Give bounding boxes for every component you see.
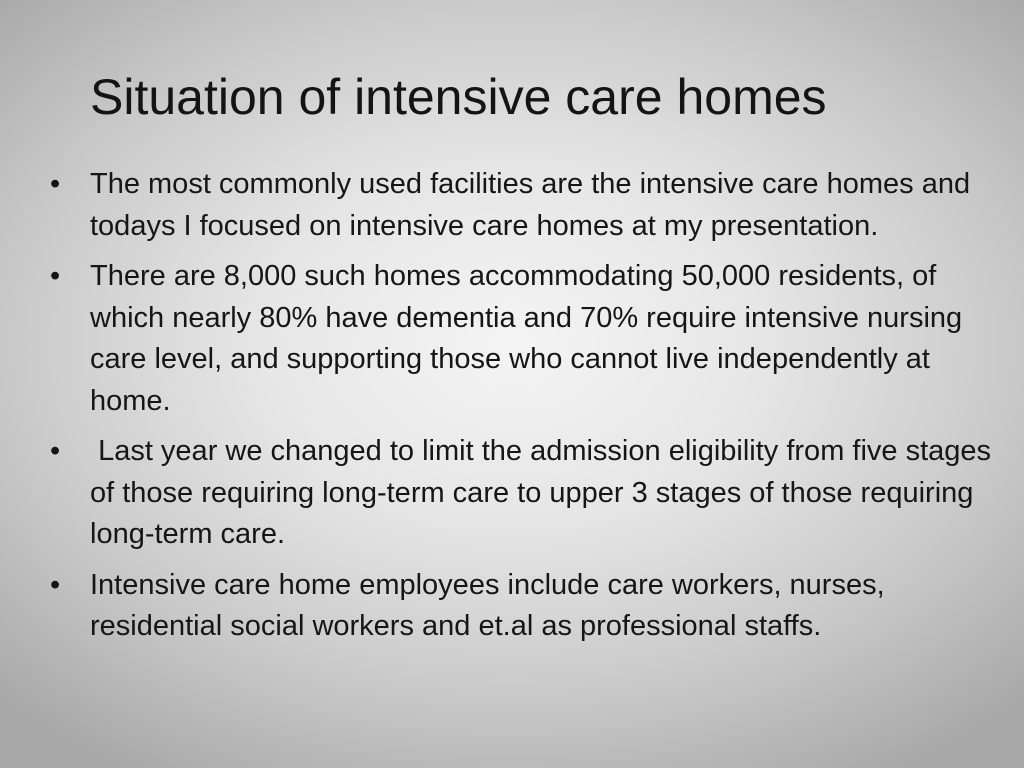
bullet-item — [50, 431, 1000, 556]
bullet-icon: • — [50, 260, 61, 292]
bullet-list — [50, 164, 1000, 657]
slide-title: Situation of intensive care homes — [90, 69, 827, 125]
bullet-text: Intensive care home employees include care workers, nurses, residential social workers and et.al as professional staffs. — [90, 568, 885, 642]
bullet-icon: • — [50, 568, 61, 601]
bullet-item — [50, 256, 1000, 422]
bullet-icon: • — [50, 168, 61, 200]
bullet-text: The most commonly used facilities are the intensive care homes and todays I focused on intensive care homes at my presentation. — [90, 168, 971, 242]
bullet-text: Last year we changed to limit the admission eligibility from five stages of those requiring long-term care to upper 3 stages of those requiring long-term care. — [90, 435, 1000, 550]
bullet-item — [50, 565, 1000, 648]
bullet-text: There are 8,000 such homes accommodating 50,000 residents, of which nearly 80% have dementia and 70% require intensive nursing care level, and supporting those who cannot live independently at home. — [90, 260, 963, 417]
bullet-icon: • — [50, 435, 61, 467]
bullet-item — [50, 164, 1000, 247]
